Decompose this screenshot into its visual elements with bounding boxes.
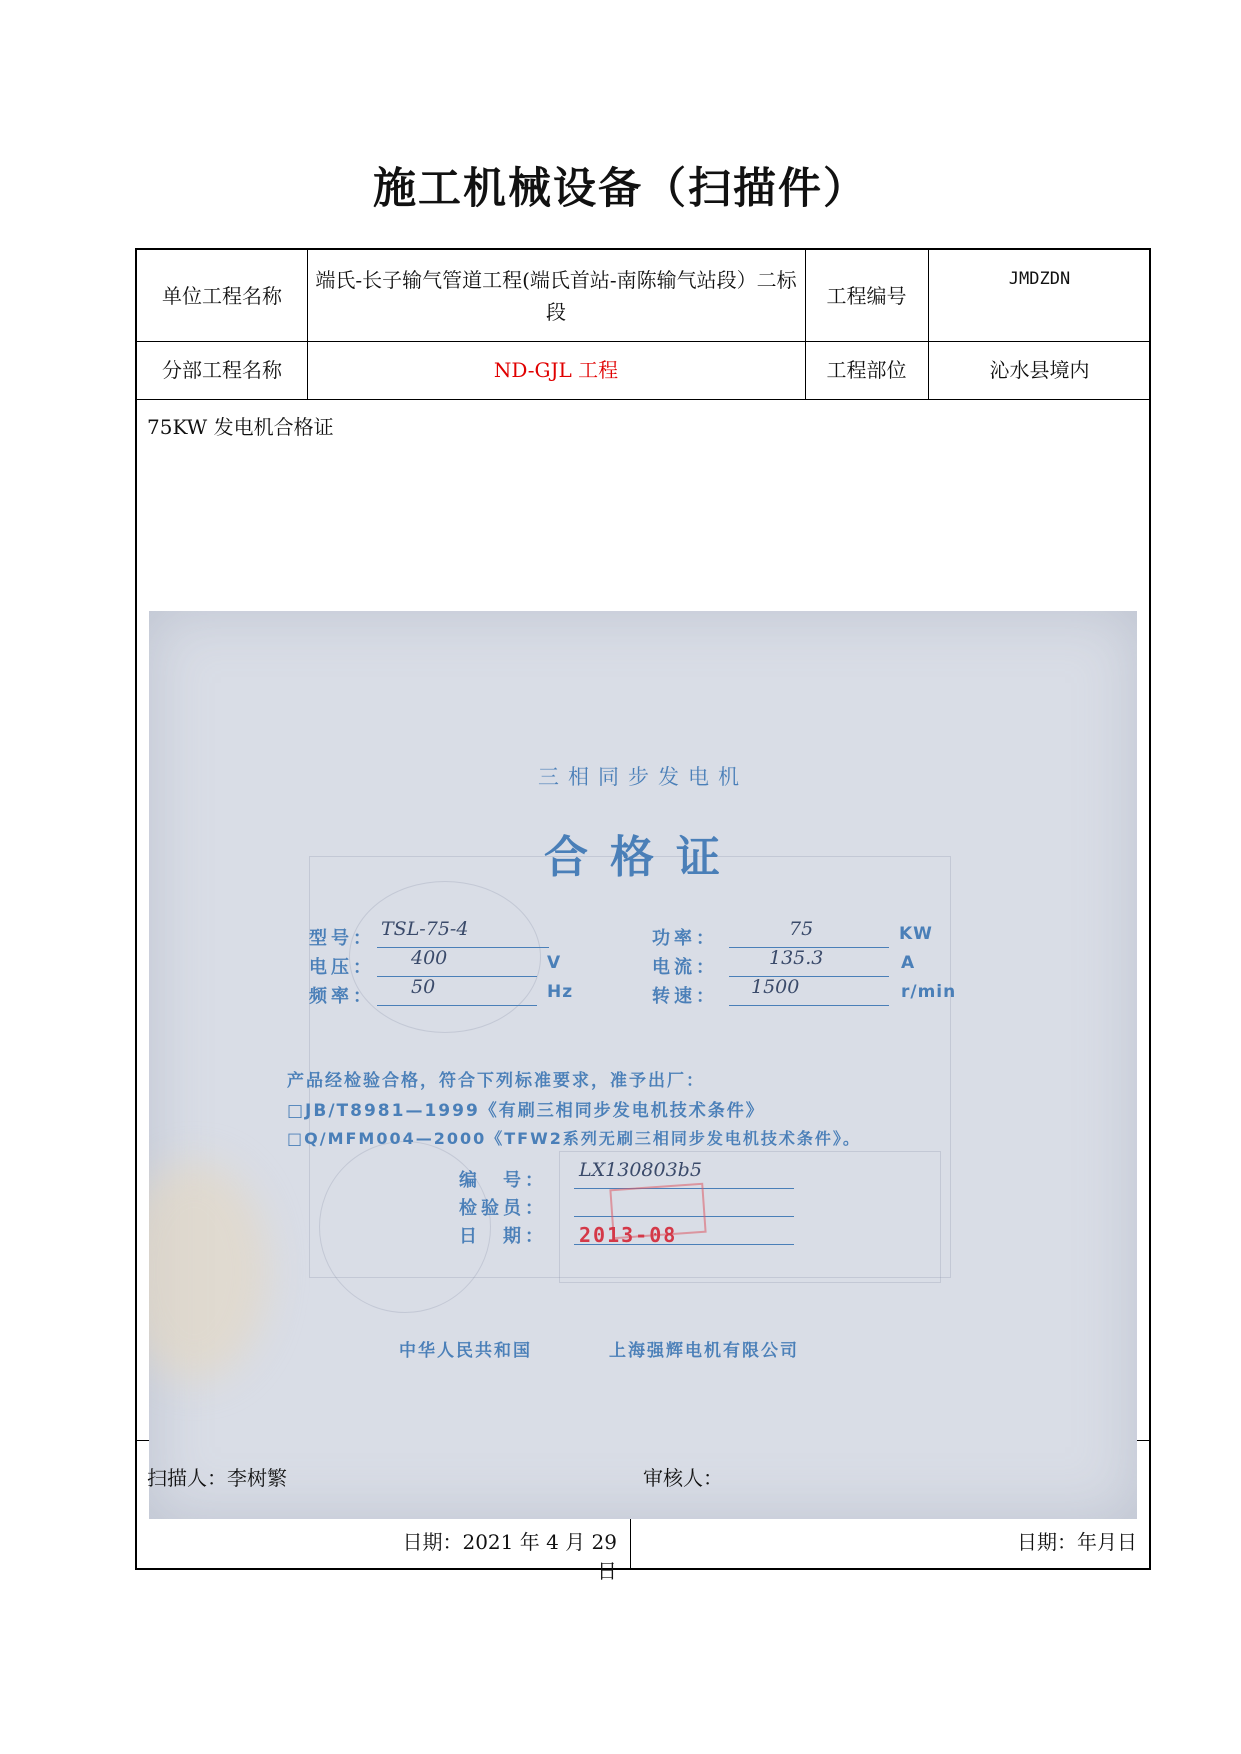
certificate-manufacturer: 上海强辉电机有限公司 bbox=[609, 1341, 799, 1361]
review-date: 日期：年月日 bbox=[1017, 1530, 1137, 1554]
voltage-unit: V bbox=[547, 953, 562, 973]
power-unit: KW bbox=[899, 924, 933, 944]
scanner-name: 李树繁 bbox=[227, 1466, 287, 1490]
equipment-form bbox=[135, 248, 1151, 1583]
speed-label: 转速： bbox=[652, 986, 718, 1007]
project-no-label: 工程编号 bbox=[826, 283, 907, 308]
compliance-statement: 产品经检验合格，符合下列标准要求，准予出厂： bbox=[287, 1071, 705, 1091]
standard-1: □JB/T8981—1999《有刷三相同步发电机技术条件》 bbox=[287, 1101, 765, 1121]
speed-unit: r/min bbox=[901, 982, 957, 1002]
scanner-label: 扫描人： bbox=[147, 1466, 227, 1490]
frequency-label: 频率： bbox=[309, 986, 375, 1007]
serial-value: LX130803b5 bbox=[579, 1159, 702, 1181]
inspector-label: 检验员： bbox=[459, 1198, 547, 1219]
frequency-unit: Hz bbox=[547, 982, 574, 1002]
power-label: 功率： bbox=[652, 928, 718, 949]
voltage-label: 电压： bbox=[309, 957, 375, 978]
unit-project-label: 单位工程名称 bbox=[162, 283, 282, 308]
date-label: 日 期： bbox=[459, 1226, 547, 1247]
sub-project-label: 分部工程名称 bbox=[162, 358, 282, 382]
standard-2: □Q/MFM004—2000《TFW2系列无刷三相同步发电机技术条件》。 bbox=[287, 1129, 861, 1148]
model-value: TSL-75-4 bbox=[381, 918, 469, 940]
page-title: 施工机械设备（扫描件） bbox=[373, 164, 868, 214]
date-underline bbox=[574, 1244, 794, 1245]
current-value: 135.3 bbox=[769, 947, 824, 969]
scanner-field bbox=[147, 1462, 287, 1491]
unit-project-value: 端氏-长子输气管道工程(端氏首站-南陈输气站段）二标段 bbox=[315, 267, 797, 324]
scan-date: 日期：2021 年 4 月 29 日 bbox=[402, 1530, 617, 1583]
model-label: 型号： bbox=[309, 928, 375, 949]
serial-label: 编 号： bbox=[459, 1170, 547, 1191]
power-value: 75 bbox=[789, 918, 814, 940]
sub-project-value: ND-GJL 工程 bbox=[493, 358, 619, 382]
certificate-title: 合格证 bbox=[544, 832, 742, 883]
location-label: 工程部位 bbox=[826, 358, 907, 382]
voltage-value: 400 bbox=[411, 947, 448, 969]
certificate-scan-image bbox=[149, 611, 1137, 1519]
stain bbox=[149, 1161, 269, 1381]
attachment-caption: 75KW 发电机合格证 bbox=[147, 415, 334, 439]
certificate-country: 中华人民共和国 bbox=[399, 1341, 532, 1361]
current-label: 电流： bbox=[652, 957, 718, 978]
project-no-value: JMDZDN bbox=[1008, 269, 1071, 289]
attachment-area bbox=[137, 399, 1149, 1440]
certificate-subtitle: 三相同步发电机 bbox=[538, 765, 748, 789]
speed-underline bbox=[729, 1005, 889, 1006]
current-unit: A bbox=[901, 953, 916, 973]
model-underline bbox=[377, 947, 549, 948]
date-stamp: 2013-08 bbox=[579, 1223, 678, 1247]
voltage-underline bbox=[377, 976, 537, 977]
frequency-underline bbox=[377, 1005, 537, 1006]
frequency-value: 50 bbox=[411, 976, 436, 998]
speed-value: 1500 bbox=[751, 976, 800, 998]
reviewer-label: 审核人： bbox=[643, 1466, 723, 1490]
location-value: 沁水县境内 bbox=[989, 358, 1090, 382]
